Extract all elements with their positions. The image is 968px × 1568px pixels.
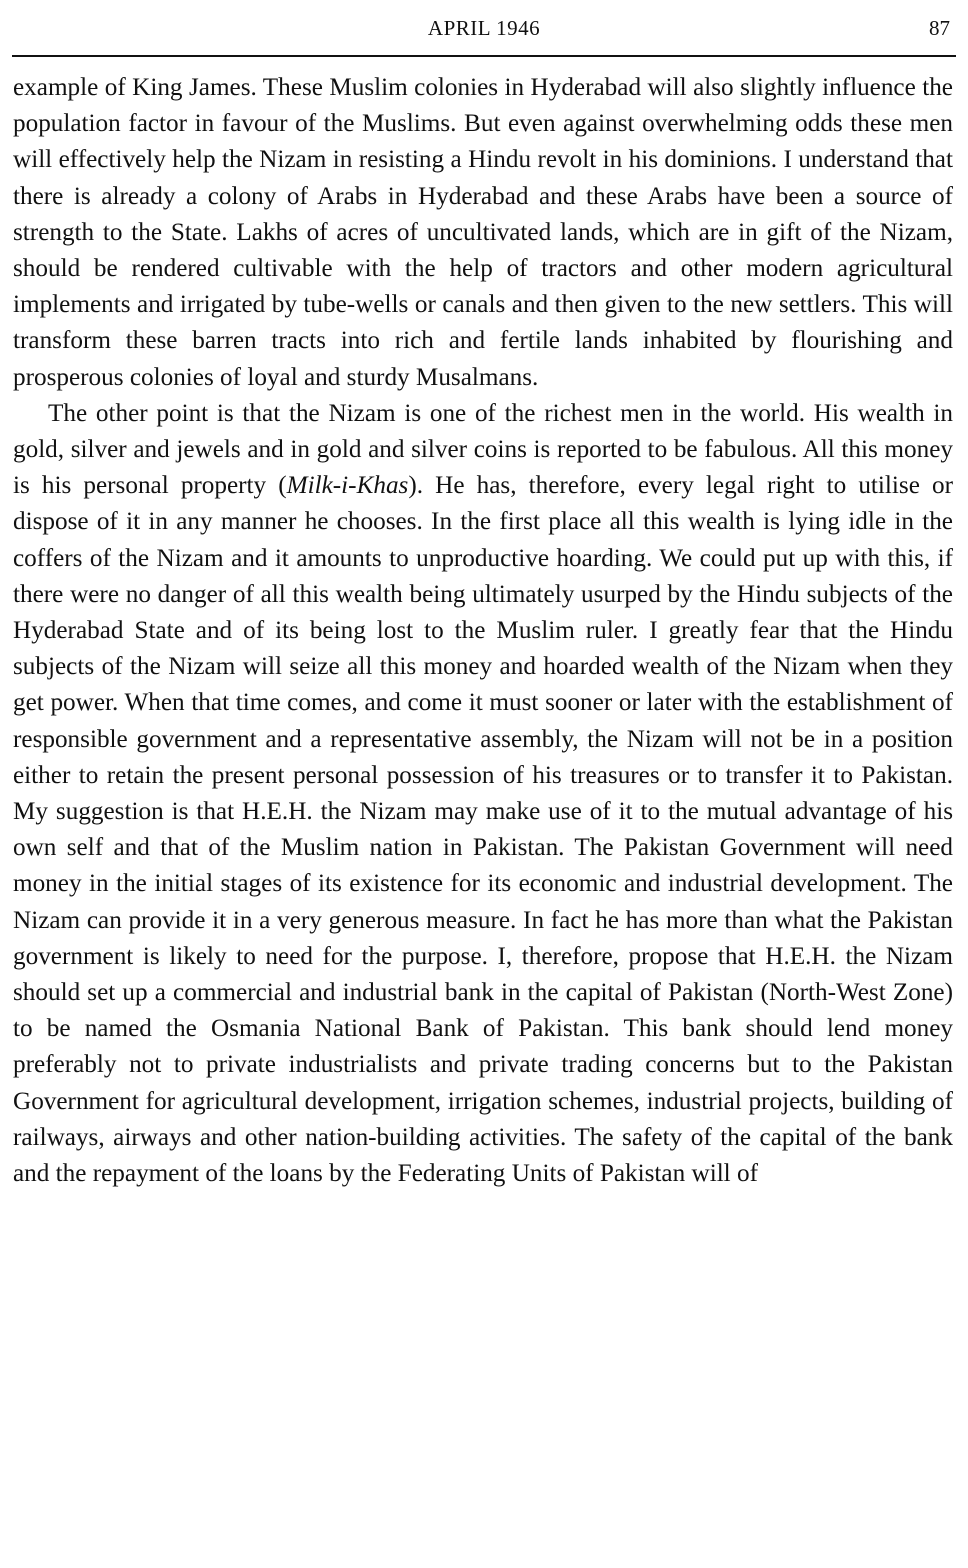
running-header-title: APRIL 1946 bbox=[427, 16, 541, 40]
italic-term-milk-i-khas: Milk-i-Khas bbox=[286, 472, 409, 500]
paragraph-continued: example of King James. These Muslim colonies in Hyderabad will also slightly influence the population factor in favour of the Muslims. But even against overwhelming odds these men will effectively help the Nizam in resisting a Hindu revolt in his dominions. I understand that there is already a colony of Arabs in Hyderabad and these Arabs have been a source of strength to the State. Lakhs of acres of uncultivated lands, which are in gift of the Nizam, should be rendered cultivable with the help of tractors and other modern agricultural implements and irrigated by tube-wells or canals and then given to the new settlers. This will transform these barren tracts into rich and fertile lands inhabited by flourishing and prosperous colonies of loyal and sturdy Musalmans. bbox=[13, 74, 953, 391]
paragraph-text-before-italic: The other point is that the Nizam is one of the richest men in the world. His wealth in gold, silver and jewels and in gold and silver coins is reported to be fabulous. All this money is his personal property ( bbox=[13, 399, 953, 500]
paragraph-text-after-italic: ). He has, therefore, every legal right to utilise or dispose of it in any manner he chooses. In the first place all this wealth is lying idle in the coffers of the Nizam and it amounts to unproductive hoarding. We could put up with this, if there were no danger of all this wealth being ultimately usurped by the Hindu subjects of the Hyderabad State and of its being lost to the Muslim ruler. I greatly fear that the Hindu subjects of the Nizam will seize all this money and hoarded wealth of the Nizam when they get power. When that time comes, and come it must sooner or later with the establishment of responsible government and a representative assembly, the Nizam will not be in a position either to retain the present personal possession of his treasures or to transfer it to Pakistan. My suggestion is that H.E.H. the Nizam may make use of it to the mutual advantage of his own self and that of the Muslim nation in Pakistan. The Pakistan Government will need money in the initial stages of its existence for its economic and industrial development. The Nizam can provide it in a very generous measure. In fact he has more than what the Pakistan government is likely to need for the purpose. I, therefore, propose that H.E.H. the Nizam should set up a commercial and industrial bank in the capital of Pakistan (North-West Zone) to be named the Osmania National Bank of Pakistan. This bank should lend money preferably not to private industrialists and private trading concerns but to the Pakistan Government for agricultural development, irrigation schemes, industrial projects, building of railways, airways and other nation-building activities. The safety of the capital of the bank and the repayment of the loans by the Federating Units of Pakistan will of bbox=[13, 472, 953, 1188]
paragraph-nizam-wealth bbox=[13, 396, 953, 1192]
header-rule bbox=[12, 55, 956, 57]
body-text bbox=[13, 70, 953, 1192]
running-header bbox=[12, 14, 956, 46]
page-number: 87 bbox=[929, 16, 950, 40]
